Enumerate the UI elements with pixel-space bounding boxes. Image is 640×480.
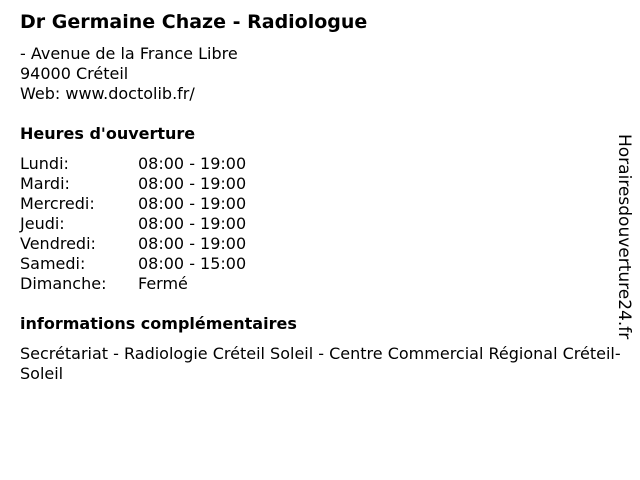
address-city: 94000 Créteil <box>20 64 129 83</box>
address-web: Web: www.doctolib.fr/ <box>20 84 195 103</box>
day-label: Lundi: <box>20 154 69 173</box>
opening-hours-table <box>20 154 246 294</box>
address-block <box>20 44 238 104</box>
hours-row-tuesday <box>20 174 246 194</box>
site-watermark: Horairesdouverture24.fr <box>614 134 634 340</box>
day-label: Vendredi: <box>20 234 96 253</box>
day-hours: 08:00 - 19:00 <box>138 234 247 253</box>
day-hours: 08:00 - 15:00 <box>138 254 247 273</box>
address-street: - Avenue de la France Libre <box>20 44 238 63</box>
day-hours: 08:00 - 19:00 <box>138 154 247 173</box>
hours-row-saturday <box>20 254 246 274</box>
day-hours: Fermé <box>138 274 188 293</box>
hours-row-friday <box>20 234 246 254</box>
day-hours: 08:00 - 19:00 <box>138 214 247 233</box>
hours-row-sunday <box>20 274 246 294</box>
day-label: Mercredi: <box>20 194 95 213</box>
day-label: Jeudi: <box>20 214 65 233</box>
opening-hours-heading: Heures d'ouverture <box>20 124 196 143</box>
day-hours: 08:00 - 19:00 <box>138 194 247 213</box>
hours-row-monday <box>20 154 246 174</box>
hours-row-thursday <box>20 214 246 234</box>
page-title: Dr Germaine Chaze - Radiologue <box>20 11 368 33</box>
day-hours: 08:00 - 19:00 <box>138 174 247 193</box>
hours-row-wednesday <box>20 194 246 214</box>
additional-info-heading: informations complémentaires <box>20 314 297 333</box>
day-label: Mardi: <box>20 174 70 193</box>
additional-info-text: Secrétariat - Radiologie Créteil Soleil - Centre Commercial Régional Créteil-Soleil <box>20 344 621 383</box>
day-label: Samedi: <box>20 254 86 273</box>
day-label: Dimanche: <box>20 274 107 293</box>
